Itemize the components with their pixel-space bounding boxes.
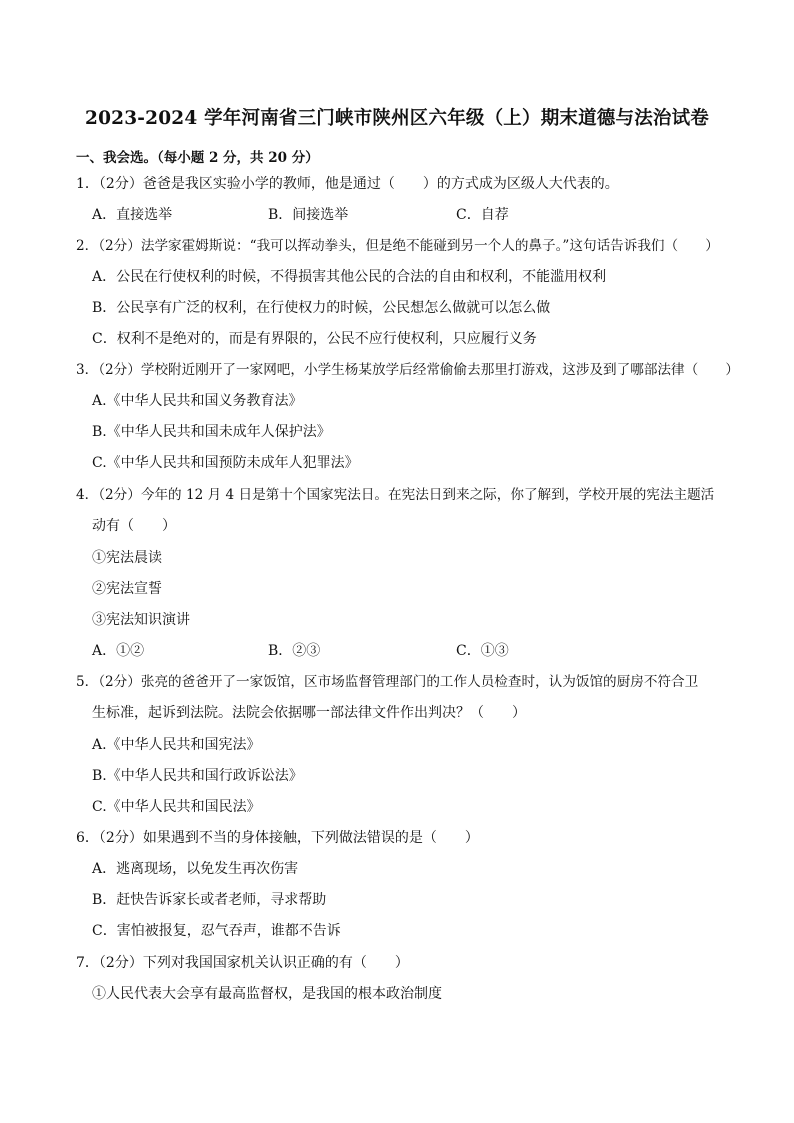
question-3-option-a: A.《中华人民共和国义务教育法》: [92, 393, 303, 409]
question-2-option-b: B．公民享有广泛的权利，在行使权力的时候，公民想怎么做就可以怎么做: [92, 300, 551, 316]
question-3-stem: 3．（2分）学校附近刚开了一家网吧，小学生杨某放学后经常偷偷去那里打游戏，这涉及到了哪部法律（ ）: [76, 362, 739, 378]
question-4-stem-line-1: 4．（2分）今年的 12 月 4 日是第十个国家宪法日。在宪法日到来之际，你了解到，学校开展的宪法主题活: [76, 487, 715, 503]
question-5-option-a: A.《中华人民共和国宪法》: [92, 737, 261, 753]
question-5-stem-line-1: 5．（2分）张亮的爸爸开了一家饭馆，区市场监督管理部门的工作人员检查时，认为饭馆的厨房不符合卫: [76, 674, 699, 690]
question-6-option-c: C．害怕被报复，忍气吞声，谁都不告诉: [92, 923, 341, 939]
question-1-stem: 1．（2分）爸爸是我区实验小学的教师，他是通过（ ）的方式成为区级人大代表的。: [76, 176, 619, 192]
question-3-option-c: C.《中华人民共和国预防未成年人犯罪法》: [92, 455, 359, 471]
question-6-option-a: A．逃离现场，以免发生再次伤害: [92, 861, 299, 877]
question-4-options: [92, 641, 512, 661]
question-4-stem-line-2: 动有（ ）: [92, 518, 176, 534]
page-title: 2023-2024 学年河南省三门峡市陕州区六年级（上）期末道德与法治试卷: [85, 108, 709, 129]
question-2-option-c: C．权利不是绝对的，而是有界限的，公民不应行使权利，只应履行义务: [92, 331, 537, 347]
question-1-option-b: B．间接选举: [268, 207, 349, 223]
question-5-option-c: C.《中华人民共和国民法》: [92, 799, 261, 815]
question-4-option-c: C．①③: [456, 643, 509, 659]
question-3-option-b: B.《中华人民共和国未成年人保护法》: [92, 424, 331, 440]
question-1-options: [92, 205, 509, 225]
question-5-stem-line-2: 生标准，起诉到法院。法院会依据哪一部法律文件作出判决？（ ）: [92, 705, 526, 721]
question-4-item-3: ③宪法知识演讲: [92, 612, 190, 628]
question-7-item-1: ①人民代表大会享有最高监督权，是我国的根本政治制度: [92, 986, 442, 1002]
question-4-item-2: ②宪法宣誓: [92, 581, 162, 597]
section-heading: 一、我会选。（每小题 2 分，共 20 分）: [76, 150, 319, 166]
question-7-stem: 7．（2分）下列对我国国家机关认识正确的有（ ）: [76, 955, 409, 971]
question-2-stem: 2．（2分）法学家霍姆斯说：“我可以挥动拳头，但是绝不能碰到另一个人的鼻子。”这句话告诉我们（ ）: [76, 238, 719, 254]
question-4-item-1: ①宪法晨读: [92, 550, 162, 566]
question-5-option-b: B.《中华人民共和国行政诉讼法》: [92, 768, 303, 784]
question-6-stem: 6．（2分）如果遇到不当的身体接触，下列做法错误的是（ ）: [76, 830, 479, 846]
question-6-option-b: B．赶快告诉家长或者老师，寻求帮助: [92, 892, 327, 908]
question-1-option-a: A．直接选举: [92, 207, 173, 223]
question-4-option-b: B．②③: [268, 643, 321, 659]
question-2-option-a: A．公民在行使权利的时候，不得损害其他公民的合法的自由和权利，不能滥用权利: [92, 269, 607, 285]
question-4-option-a: A．①②: [92, 643, 145, 659]
question-1-option-c: C．自荐: [456, 207, 509, 223]
